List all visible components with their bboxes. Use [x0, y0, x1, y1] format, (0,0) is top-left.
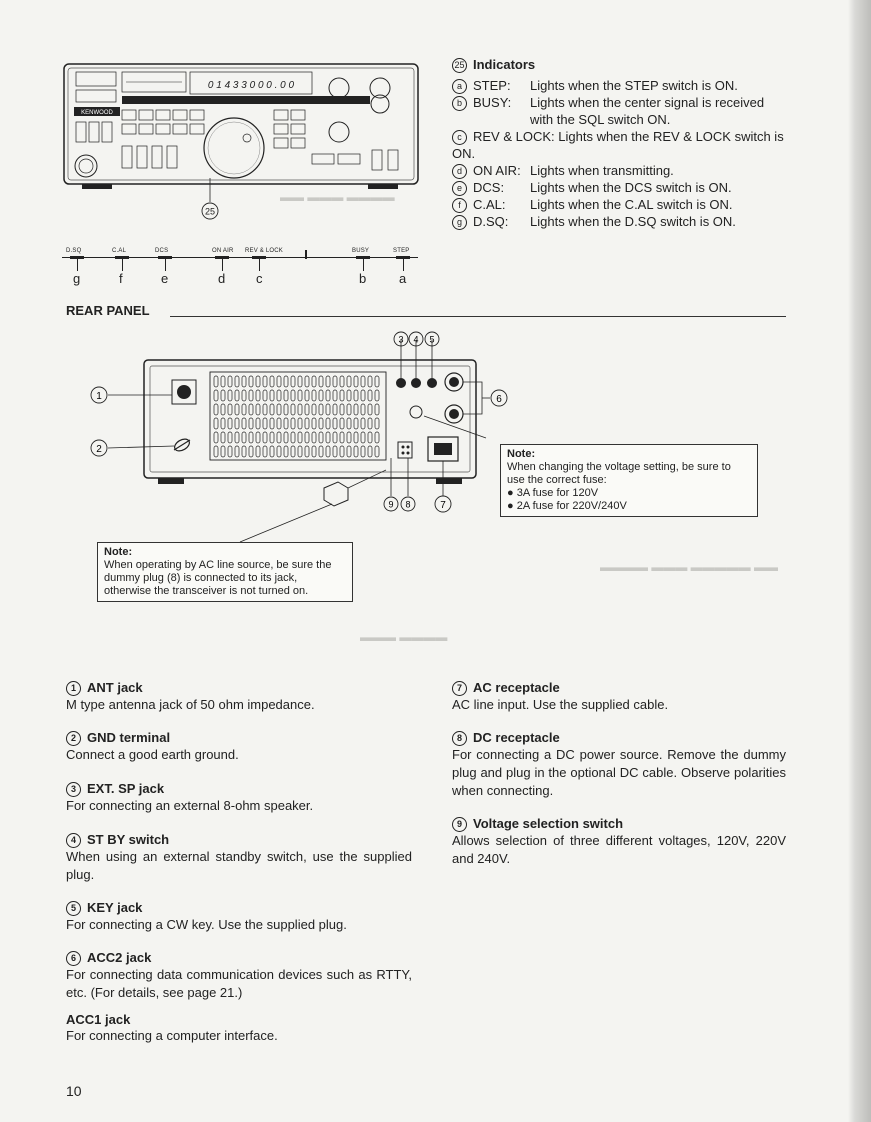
heatsink-fin [333, 418, 337, 429]
heatsink-fin [256, 432, 260, 443]
indicator-label: BUSY: [473, 95, 512, 110]
heatsink-fin [256, 446, 260, 457]
heatsink-fin [263, 432, 267, 443]
heatsink-fin [249, 376, 253, 387]
heatsink-fin [270, 432, 274, 443]
heatsink-fin [228, 418, 232, 429]
heatsink-fin [298, 404, 302, 415]
heatsink-fin [305, 432, 309, 443]
heatsink-fin [221, 432, 225, 443]
strip-label-cal: C.AL [112, 248, 127, 254]
desc-item-ant: 1 ANT jack M type antenna jack of 50 ohm impedance. [66, 680, 315, 712]
heatsink-fin [361, 446, 365, 457]
heatsink-fin [242, 418, 246, 429]
heatsink-fin [319, 390, 323, 401]
indicators-heading [452, 57, 535, 73]
heatsink-fin [333, 446, 337, 457]
heatsink-fin [354, 376, 358, 387]
note-text: When changing the voltage setting, be sure to use the correct fuse: [507, 461, 731, 486]
heatsink-fin [298, 446, 302, 457]
indicator-letter: a [452, 79, 467, 94]
heatsink-fin [347, 418, 351, 429]
callout-7: 7 [440, 500, 446, 511]
heatsink-fin [235, 404, 239, 415]
heatsink-fin [305, 404, 309, 415]
page-number: 10 [66, 1083, 82, 1099]
heatsink-fin [284, 404, 288, 415]
heatsink-fin [242, 446, 246, 457]
indicator-desc: Lights when the DCS switch is ON. [530, 180, 732, 195]
indicator-label: D.SQ: [473, 214, 509, 229]
heatsink-fin [375, 446, 379, 457]
note-title: Note: [104, 546, 133, 558]
heatsink-fin [270, 404, 274, 415]
heatsink-fin [214, 446, 218, 457]
heatsink-fin [277, 446, 281, 457]
heatsink-fin [368, 446, 372, 457]
heatsink-fin [270, 376, 274, 387]
heatsink-fin [333, 432, 337, 443]
heatsink-fin [354, 446, 358, 457]
callout-9: 9 [388, 499, 394, 510]
heatsink-fin [368, 390, 372, 401]
heatsink-fin [263, 376, 267, 387]
heatsink-fin [270, 390, 274, 401]
heatsink-fin [221, 404, 225, 415]
heatsink-fin [235, 432, 239, 443]
heatsink-fin [242, 404, 246, 415]
heatsink-fin [361, 432, 365, 443]
strip-label-busy: BUSY [352, 248, 370, 254]
indicators-number: 25 [452, 58, 467, 73]
rear-panel-heading: REAR PANEL [66, 303, 150, 318]
rear-panel-diagram [86, 330, 526, 520]
bleed-through-text: ▬▬ ▬▬▬ ▬▬▬▬ [280, 190, 395, 204]
heatsink-fin [319, 404, 323, 415]
strip-letter-a: a [399, 271, 407, 286]
heatsink-fin [347, 376, 351, 387]
heatsink-fin [305, 418, 309, 429]
indicator-desc: Lights when the center signal is received with the SQL switch ON. [530, 95, 765, 127]
heatsink-fin [375, 390, 379, 401]
indicator-letter: c [452, 130, 467, 145]
heatsink-fin [228, 376, 232, 387]
indicator-desc: Lights when transmitting. [530, 163, 674, 178]
heatsink-fin [298, 418, 302, 429]
indicator-label: ON AIR: [473, 163, 521, 178]
heatsink-fin [354, 418, 358, 429]
heatsink-fin [333, 404, 337, 415]
heatsink-fin [291, 446, 295, 457]
heatsink-fin [361, 418, 365, 429]
heatsink-fin [277, 376, 281, 387]
indicator-letter: e [452, 181, 467, 196]
strip-letter-e: e [161, 271, 169, 286]
heatsink-fin [263, 446, 267, 457]
heatsink-fin [221, 390, 225, 401]
desc-item-ac: 7 AC receptacle AC line input. Use the supplied cable. [452, 680, 669, 712]
heatsink-fin [249, 432, 253, 443]
heatsink-fin [277, 390, 281, 401]
heatsink-fin [326, 390, 330, 401]
note-bullet: ● 2A fuse for 220V/240V [507, 500, 627, 512]
heatsink-fin [375, 376, 379, 387]
heatsink-fin [270, 418, 274, 429]
heatsink-fin [312, 376, 316, 387]
heatsink-fin [263, 418, 267, 429]
heatsink-fin [340, 390, 344, 401]
heatsink-fin [214, 418, 218, 429]
heading-rule [170, 316, 786, 317]
heatsink-fin [214, 390, 218, 401]
indicator-letter: f [452, 198, 467, 213]
heatsink-fin [361, 404, 365, 415]
strip-letter-c: c [256, 271, 263, 286]
heatsink-fin [298, 390, 302, 401]
heatsink-fin [291, 390, 295, 401]
heatsink-fin [277, 404, 281, 415]
indicator-desc: Lights when the D.SQ switch is ON. [530, 214, 736, 229]
heatsink-fin [375, 418, 379, 429]
indicator-label: REV & LOCK: [473, 129, 555, 144]
heatsink-fin [319, 418, 323, 429]
heatsink-fin [235, 390, 239, 401]
strip-label-dcs: DCS [155, 248, 169, 254]
heatsink-fin [263, 390, 267, 401]
strip-label-dsq: D.SQ [66, 248, 82, 254]
heatsink-fin [249, 404, 253, 415]
heatsink-fin [333, 390, 337, 401]
heatsink-fin [249, 390, 253, 401]
heatsink-fin [256, 418, 260, 429]
callout-4: 4 [413, 334, 419, 345]
indicator-desc: Lights when the STEP switch is ON. [530, 78, 738, 93]
heatsink-fin [291, 418, 295, 429]
heatsink-fin [291, 432, 295, 443]
bleed-through-text: ▬▬▬ ▬▬▬▬ [360, 630, 448, 644]
heatsink-fin [235, 418, 239, 429]
heatsink-fin [326, 404, 330, 415]
heatsink-fin [214, 432, 218, 443]
heatsink-fin [368, 432, 372, 443]
callout-25: 25 [204, 206, 216, 217]
heatsink-fin [326, 446, 330, 457]
indicator-label: C.AL: [473, 197, 506, 212]
heatsink-fin [326, 418, 330, 429]
heatsink-fin [270, 446, 274, 457]
strip-label-step: STEP [393, 248, 410, 254]
callout-2: 2 [96, 444, 102, 455]
heatsink-fin [242, 432, 246, 443]
heatsink-fin [256, 390, 260, 401]
heatsink-fin [312, 418, 316, 429]
heatsink-fin [256, 376, 260, 387]
callout-1: 1 [96, 391, 102, 402]
heatsink-fin [235, 376, 239, 387]
heatsink-fin [340, 404, 344, 415]
heatsink-fin [340, 376, 344, 387]
indicator-strip [62, 247, 418, 291]
heatsink-fin [326, 432, 330, 443]
heatsink-fin [242, 390, 246, 401]
heatsink-fin [354, 404, 358, 415]
frequency-display: 0 1 4 3 3 0 0 0 . 0 0 [207, 80, 295, 91]
desc-item-acc1: ACC1 jack For connecting a computer interface. [66, 1012, 278, 1043]
callout-3: 3 [398, 334, 404, 345]
heatsink-fin [249, 418, 253, 429]
heatsink-fin [214, 404, 218, 415]
desc-item-acc2: 6 ACC2 jack For connecting data communication devices such as RTTY, etc. (For details, see page 21.) [66, 950, 412, 1000]
heatsink-fin [375, 404, 379, 415]
heatsink-fin [354, 390, 358, 401]
note-title: Note: [507, 448, 536, 460]
heatsink-fin [242, 376, 246, 387]
heatsink-fin [284, 432, 288, 443]
heatsink-fin [312, 446, 316, 457]
desc-item-key: 5 KEY jack For connecting a CW key. Use the supplied plug. [66, 900, 347, 932]
heatsink-fin [235, 446, 239, 457]
heatsink-fin [298, 376, 302, 387]
heatsink-fin [375, 432, 379, 443]
heatsink-fin [221, 418, 225, 429]
indicator-letter: b [452, 96, 467, 111]
heatsink-fin [333, 376, 337, 387]
indicator-letter: g [452, 215, 467, 230]
indicator-label: STEP: [473, 78, 511, 93]
indicators-title: Indicators [473, 57, 536, 72]
front-panel-diagram [62, 62, 422, 242]
heatsink-fin [340, 446, 344, 457]
indicator-letter: d [452, 164, 467, 179]
desc-item-voltage: 9 Voltage selection switch Allows selection of three different voltages, 120V, 220V and 240V. [452, 816, 786, 866]
heatsink-fin [347, 432, 351, 443]
heatsink-fin [340, 432, 344, 443]
heatsink-fin [312, 404, 316, 415]
heatsink-fin [277, 432, 281, 443]
desc-item-ext-sp: 3 EXT. SP jack For connecting an external 8-ohm speaker. [66, 781, 314, 813]
heatsink-fin [312, 432, 316, 443]
heatsink-fin [347, 390, 351, 401]
strip-letter-g: g [73, 271, 81, 286]
heatsink-fin [354, 432, 358, 443]
note-bullet: ● 3A fuse for 120V [507, 487, 599, 499]
strip-label-on-air: ON AIR [212, 248, 234, 254]
heatsink-fin [284, 376, 288, 387]
heatsink-fin [361, 376, 365, 387]
heatsink-fin [291, 404, 295, 415]
heatsink-fin [347, 404, 351, 415]
heatsink-fin [256, 404, 260, 415]
heatsink-fin [228, 404, 232, 415]
note-text: When operating by AC line source, be sure the dummy plug (8) is connected to its jack, otherwise the transceiver is not turned on. [104, 559, 332, 597]
indicator-label: DCS: [473, 180, 505, 195]
descriptions-right [452, 680, 786, 868]
brand-logo: KENWOOD [81, 110, 113, 116]
indicator-desc: Lights when the REV & LOCK switch is ON. [452, 129, 784, 161]
callout-8: 8 [405, 499, 411, 510]
heatsink-fin [228, 390, 232, 401]
bleed-through-text: ▬▬▬▬ ▬▬▬ ▬▬▬▬▬ ▬▬ [600, 560, 779, 574]
strip-letter-f: f [119, 271, 123, 286]
heatsink-fin [305, 376, 309, 387]
heatsink-fin [305, 390, 309, 401]
heatsink-fin [368, 404, 372, 415]
heatsink-fin [291, 376, 295, 387]
heatsink-fin [277, 418, 281, 429]
heatsink-fin [312, 390, 316, 401]
heatsink-fin [319, 446, 323, 457]
heatsink-fin [221, 446, 225, 457]
heatsink-fin [284, 446, 288, 457]
heatsink-fin [319, 432, 323, 443]
strip-letter-d: d [218, 271, 226, 286]
heatsink-fin [249, 446, 253, 457]
heatsink-fin [368, 418, 372, 429]
strip-label-rev-lock: REV & LOCK [245, 248, 284, 254]
descriptions-left [66, 680, 412, 1045]
heatsink-fin [305, 446, 309, 457]
heatsink-fin [221, 376, 225, 387]
desc-item-st-by: 4 ST BY switch When using an external standby switch, use the supplied plug. [66, 832, 412, 882]
heatsink-fin [214, 376, 218, 387]
note-voltage [500, 444, 758, 517]
heatsink-fin [284, 390, 288, 401]
callout-5: 5 [429, 334, 435, 345]
heatsink-fin [368, 376, 372, 387]
heatsink-fin [298, 432, 302, 443]
callout-6: 6 [496, 394, 502, 405]
heatsink-fin [263, 404, 267, 415]
heatsink-fin [319, 376, 323, 387]
desc-item-gnd: 2 GND terminal Connect a good earth ground. [66, 730, 239, 762]
heatsink-fin [347, 446, 351, 457]
heatsink-fin [228, 446, 232, 457]
page-edge-shadow [848, 0, 871, 1122]
heatsink-fins [214, 376, 379, 457]
heatsink-fin [228, 432, 232, 443]
heatsink-fin [326, 376, 330, 387]
strip-letter-b: b [359, 271, 367, 286]
note-ac-operation [97, 542, 353, 602]
heatsink-fin [284, 418, 288, 429]
desc-item-dc: 8 DC receptacle For connecting a DC power source. Remove the dummy plug and plug in the optional DC cable. Observe polarities when connecting. [452, 730, 786, 798]
heatsink-fin [361, 390, 365, 401]
indicator-desc: Lights when the C.AL switch is ON. [530, 197, 733, 212]
heatsink-fin [340, 418, 344, 429]
